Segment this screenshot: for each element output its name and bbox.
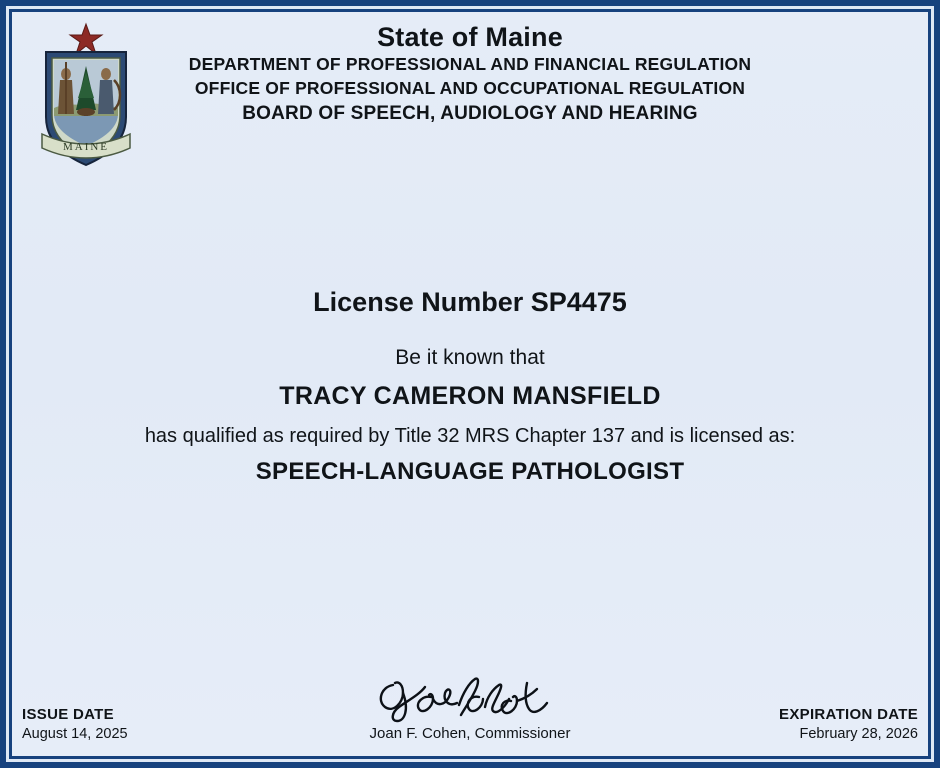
licensee-name: TRACY CAMERON MANSFIELD [279,382,661,410]
certificate-border-inner [9,9,931,759]
board-line: BOARD OF SPEECH, AUDIOLOGY AND HEARING [242,103,698,125]
svg-text:MAINE: MAINE [62,141,110,153]
license-type: SPEECH-LANGUAGE PATHOLOGIST [255,458,685,485]
state-title: State of Maine [377,22,563,52]
certificate-page [12,12,928,756]
certificate-header [12,12,928,131]
expiration-date-label: EXPIRATION DATE [779,706,918,723]
issue-date-label: ISSUE DATE [22,706,114,723]
be-it-known-text: Be it known that [395,346,545,369]
expiration-date-block [779,706,918,742]
office-line: OFFICE OF PROFESSIONAL AND OCCUPATIONAL REGULATION [194,77,746,98]
certificate-body [12,287,928,486]
license-number: License Number SP4475 [313,287,627,317]
expiration-date-value: February 28, 2026 [799,726,918,742]
issue-date-value: August 14, 2025 [22,726,128,742]
certificate-border-outer [6,6,934,762]
commissioner-name: Joan F. Cohen, Commissioner [369,725,571,742]
certificate-footer [12,638,928,748]
department-line: DEPARTMENT OF PROFESSIONAL AND FINANCIAL REGULATION [188,54,752,75]
handwritten-signature-icon [375,675,565,723]
qualification-statement: has qualified as required by Title 32 MRS Chapter 137 and is licensed as: [144,425,796,447]
